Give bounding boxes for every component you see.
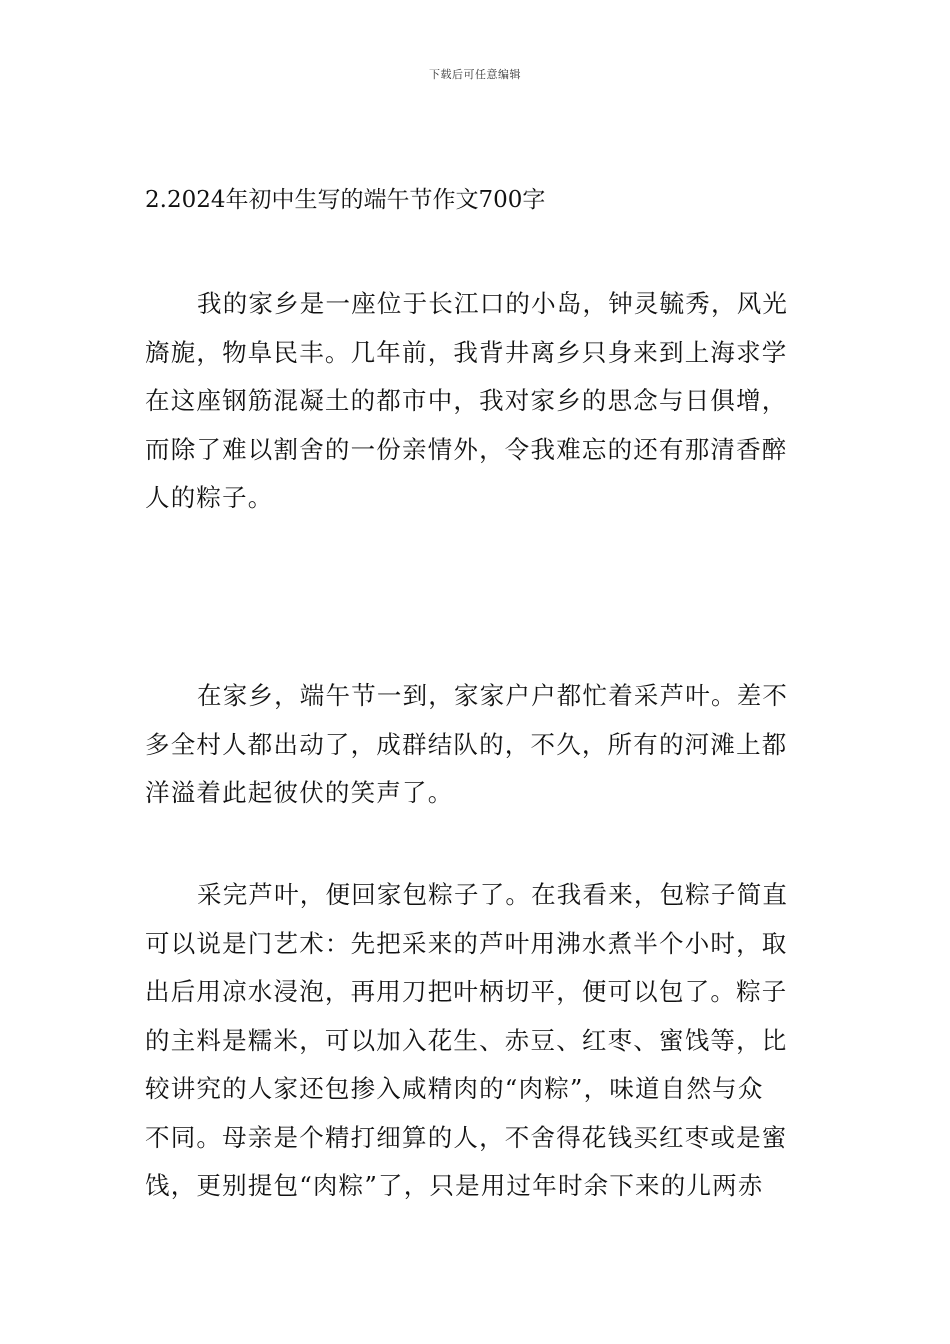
paragraph-line: 洋溢着此起彼伏的笑声了。 bbox=[145, 778, 454, 807]
paragraph-line: 在这座钢筋混凝土的都市中，我对家乡的思念与日俱增， bbox=[145, 386, 788, 415]
paragraph-2 bbox=[145, 672, 810, 818]
paragraph-line: 人的粽子。 bbox=[145, 483, 274, 512]
header-note: 下载后可任意编辑 bbox=[429, 68, 521, 81]
paragraph-3 bbox=[145, 871, 810, 1211]
paragraph-line: 饯，更别提包“肉粽”了，只是用过年时余下来的儿两赤 bbox=[145, 1171, 764, 1200]
paragraph-line: 在家乡，端午节一到，家家户户都忙着采芦叶。差不 bbox=[197, 681, 789, 710]
paragraph-1 bbox=[145, 280, 810, 523]
paragraph-line: 出后用凉水浸泡，再用刀把叶柄切平，便可以包了。粽子 bbox=[145, 977, 788, 1006]
paragraph-line: 我的家乡是一座位于长江口的小岛，钟灵毓秀，风光 bbox=[197, 289, 789, 318]
paragraph-line: 较讲究的人家还包掺入咸精肉的“肉粽”，味道自然与众 bbox=[145, 1074, 764, 1103]
essay-title: 2.2024年初中生写的端午节作文700字 bbox=[145, 187, 546, 213]
paragraph-line: 旖旎，物阜民丰。几年前，我背井离乡只身来到上海求学 bbox=[145, 337, 788, 367]
paragraph-line: 而除了难以割舍的一份亲情外，令我难忘的还有那清香醉 bbox=[145, 434, 788, 464]
paragraph-line: 不同。母亲是个精打细算的人，不舍得花钱买红枣或是蜜 bbox=[145, 1122, 788, 1152]
paragraph-line: 的主料是糯米，可以加入花生、赤豆、红枣、蜜饯等，比 bbox=[145, 1025, 788, 1055]
paragraph-line: 多全村人都出动了，成群结队的，不久，所有的河滩上都 bbox=[145, 729, 788, 759]
paragraph-line: 可以说是门艺术：先把采来的芦叶用沸水煮半个小时，取 bbox=[145, 928, 788, 958]
paragraph-line: 采完芦叶，便回家包粽子了。在我看来，包粽子简直 bbox=[197, 880, 789, 909]
